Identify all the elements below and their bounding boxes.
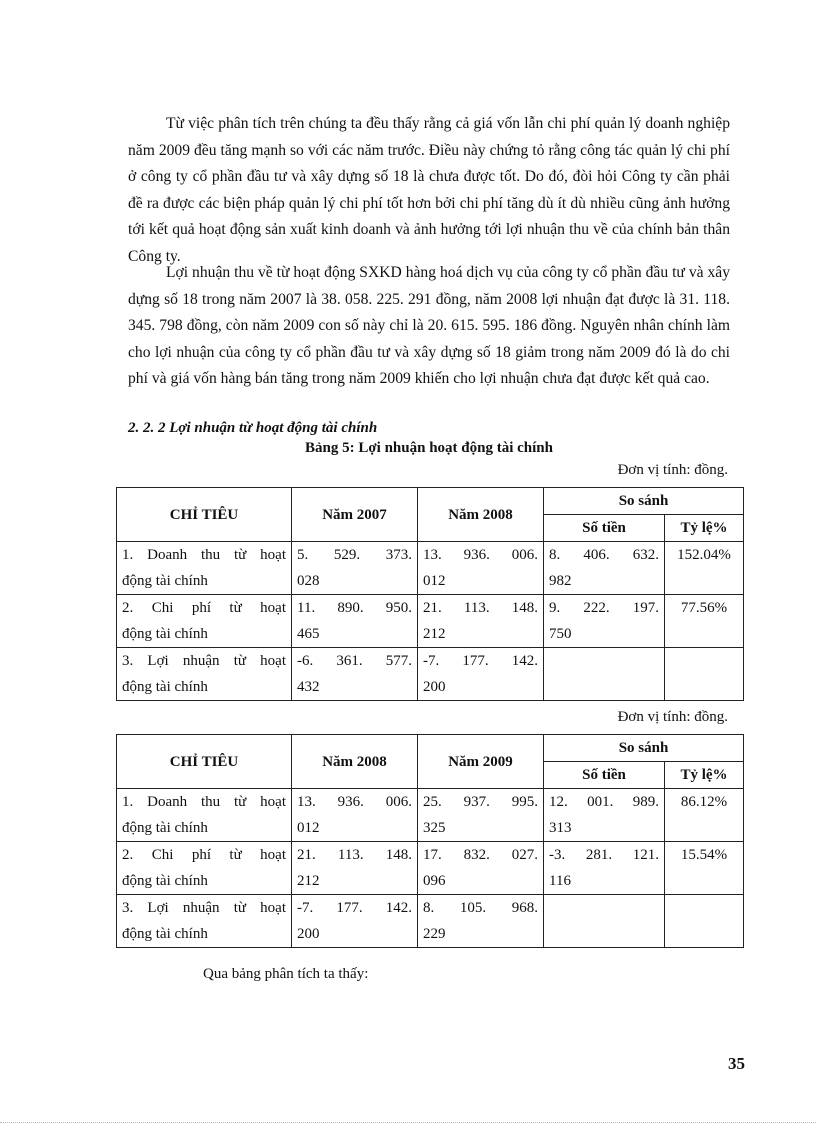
page-number: 35 — [728, 1054, 745, 1073]
header-ratio: Tỷ lệ% — [665, 515, 744, 542]
cell-ratio: 15.54% — [665, 842, 744, 895]
cell-criteria: 3. Lợi nhuận từ hoạt động tài chính — [117, 895, 292, 948]
cell-ratio — [665, 895, 744, 948]
header-criteria: CHỈ TIÊU — [117, 488, 292, 542]
cell-year-a: 13. 936. 006. 012 — [292, 789, 418, 842]
header-year-a: Năm 2008 — [292, 735, 418, 789]
header-year-a: Năm 2007 — [292, 488, 418, 542]
cell-ratio: 86.12% — [665, 789, 744, 842]
cell-year-b: 8. 105. 968. 229 — [418, 895, 544, 948]
cell-ratio: 152.04% — [665, 542, 744, 595]
table-row — [117, 895, 744, 948]
header-criteria: CHỈ TIÊU — [117, 735, 292, 789]
cell-criteria: 1. Doanh thu từ hoạt động tài chính — [117, 542, 292, 595]
cell-ratio: 77.56% — [665, 595, 744, 648]
cell-amount: 12. 001. 989. 313 — [544, 789, 665, 842]
cell-criteria: 2. Chi phí từ hoạt động tài chính — [117, 595, 292, 648]
cell-criteria: 2. Chi phí từ hoạt động tài chính — [117, 842, 292, 895]
cell-ratio — [665, 648, 744, 701]
body-paragraph-1: Từ việc phân tích trên chúng ta đều thấy rằng cả giá vốn lẫn chi phí quản lý doanh nghiệp năm 2009 đều tăng mạnh so với các năm trước. Điều này chứng tỏ rằng công tác quản lý chi phí ở công ty cổ phần đầu tư và xây dựng số 18 là chưa được tốt. Do đó, đòi hỏi Công ty cần phải đề ra được các biện pháp quản lý chi phí tốt hơn bởi chi phí tăng dù ít dù nhiều cũng ảnh hưởng tới kết quả hoạt động sản xuất kinh doanh và ảnh hưởng tới lợi nhuận thu về của chính bản thân Công ty. — [128, 115, 730, 265]
cell-amount: 8. 406. 632. 982 — [544, 542, 665, 595]
cell-criteria: 3. Lợi nhuận từ hoạt động tài chính — [117, 648, 292, 701]
cell-year-b: 25. 937. 995. 325 — [418, 789, 544, 842]
table-row — [117, 648, 744, 701]
cell-amount — [544, 895, 665, 948]
cell-year-a: 5. 529. 373. 028 — [292, 542, 418, 595]
cell-year-a: 11. 890. 950. 465 — [292, 595, 418, 648]
closing-text: Qua bảng phân tích ta thấy: — [203, 966, 369, 982]
header-compare: So sánh — [544, 488, 744, 515]
cell-year-b: -7. 177. 142. 200 — [418, 648, 544, 701]
cell-year-a: -7. 177. 142. 200 — [292, 895, 418, 948]
cell-amount — [544, 648, 665, 701]
cell-amount: 9. 222. 197. 750 — [544, 595, 665, 648]
table-row — [117, 789, 744, 842]
cell-criteria: 1. Doanh thu từ hoạt động tài chính — [117, 789, 292, 842]
header-ratio: Tỷ lệ% — [665, 762, 744, 789]
table-header-row — [117, 735, 744, 762]
header-amount: Số tiền — [544, 515, 665, 542]
body-paragraph-2: Lợi nhuận thu về từ hoạt động SXKD hàng hoá dịch vụ của công ty cổ phần đầu tư và xây dựng số 18 trong năm 2007 là 38. 058. 225. 291 đồng, năm 2008 lợi nhuận đạt được là 31. 118. 345. 798 đồng, còn năm 2009 con số này chỉ là 20. 615. 595. 186 đồng. Nguyên nhân chính làm cho lợi nhuận của công ty cổ phần đầu tư và xây dựng số 18 giảm trong năm 2009 đó là do chi phí và giá vốn hàng bán tăng trong năm 2009 khiến cho lợi nhuận chưa đạt được kết quả cao. — [128, 264, 730, 388]
cell-year-a: 21. 113. 148. 212 — [292, 842, 418, 895]
cell-amount: -3. 281. 121. 116 — [544, 842, 665, 895]
table-row — [117, 842, 744, 895]
table-caption: Bảng 5: Lợi nhuận hoạt động tài chính — [305, 440, 553, 456]
header-year-b: Năm 2009 — [418, 735, 544, 789]
header-amount: Số tiền — [544, 762, 665, 789]
table-row — [117, 542, 744, 595]
section-heading: 2. 2. 2 Lợi nhuận từ hoạt động tài chính — [128, 420, 378, 436]
cell-year-b: 17. 832. 027. 096 — [418, 842, 544, 895]
table-row — [117, 595, 744, 648]
table-1-unit: Đơn vị tính: đồng. — [617, 462, 728, 478]
table-2 — [116, 734, 744, 948]
table-2-unit: Đơn vị tính: đồng. — [617, 709, 728, 725]
table-1 — [116, 487, 744, 701]
cell-year-b: 21. 113. 148. 212 — [418, 595, 544, 648]
cell-year-b: 13. 936. 006. 012 — [418, 542, 544, 595]
cell-year-a: -6. 361. 577. 432 — [292, 648, 418, 701]
header-compare: So sánh — [544, 735, 744, 762]
table-header-row — [117, 488, 744, 515]
header-year-b: Năm 2008 — [418, 488, 544, 542]
